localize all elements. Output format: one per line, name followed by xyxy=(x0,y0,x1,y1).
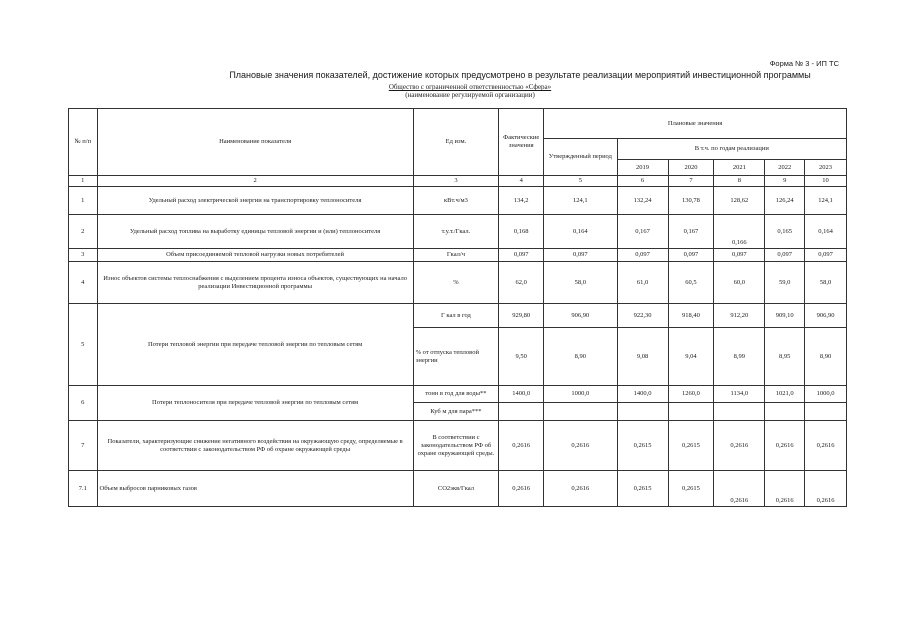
value-cell: 0,2616 xyxy=(714,471,765,507)
value-cell: 0,2616 xyxy=(544,471,617,507)
value-cell: 0,097 xyxy=(765,249,805,262)
table-row xyxy=(69,386,847,403)
value-cell: 909,10 xyxy=(765,304,805,328)
header-year: 2020 xyxy=(668,160,714,176)
value-cell xyxy=(617,403,668,421)
value-cell xyxy=(714,403,765,421)
indicator-name: Потери теплоносителя при передаче тепловой энергии по тепловым сетям xyxy=(97,386,413,421)
table-row xyxy=(69,215,847,249)
indicator-name: Удельный расход топлива на выработку единицы тепловой энергии и (или) теплоносителя xyxy=(97,215,413,249)
unit-cell: Гкал/ч xyxy=(413,249,499,262)
form-number: Форма № 3 - ИП ТС xyxy=(769,59,839,68)
value-cell: 0,2616 xyxy=(499,421,544,471)
value-cell: 128,62 xyxy=(714,187,765,215)
value-cell: 912,20 xyxy=(714,304,765,328)
value-cell: 0,2615 xyxy=(668,421,714,471)
value-cell: 0,097 xyxy=(805,249,847,262)
value-cell: 0,2616 xyxy=(499,471,544,507)
value-cell: 0,2616 xyxy=(805,421,847,471)
value-cell: 0,168 xyxy=(499,215,544,249)
table-row xyxy=(69,304,847,328)
value-cell: 929,80 xyxy=(499,304,544,328)
header-num: № п/п xyxy=(69,109,98,176)
value-cell: 0,167 xyxy=(617,215,668,249)
row-number: 4 xyxy=(69,262,98,304)
value-cell: 0,2616 xyxy=(765,471,805,507)
value-cell: 61,0 xyxy=(617,262,668,304)
value-cell: 0,2615 xyxy=(668,471,714,507)
unit-cell: т.у.т./Гкал. xyxy=(413,215,499,249)
value-cell: 126,24 xyxy=(765,187,805,215)
indicator-name: Показатели, характеризующие снижение негативного воздействия на окружающую среду, определяемые в соответствии с законодательством РФ об охране окружающей среды xyxy=(97,421,413,471)
unit-cell: % xyxy=(413,262,499,304)
header-actual: Фактические значения xyxy=(499,109,544,176)
value-cell: 0,164 xyxy=(544,215,617,249)
indicator-name: Износ объектов системы теплоснабжения с выделением процента износа объектов, существующих на начало реализации Инвестиционной программы xyxy=(97,262,413,304)
indicators-table xyxy=(68,108,847,507)
row-number: 2 xyxy=(69,215,98,249)
value-cell: 1400,0 xyxy=(617,386,668,403)
table-row xyxy=(69,421,847,471)
value-cell: 0,097 xyxy=(499,249,544,262)
value-cell: 906,90 xyxy=(544,304,617,328)
organization-caption: (наименование регулируемой организации) xyxy=(405,91,535,99)
column-numbers-row xyxy=(69,176,847,187)
value-cell xyxy=(765,403,805,421)
value-cell: 60,5 xyxy=(668,262,714,304)
header-year: 2023 xyxy=(805,160,847,176)
value-cell xyxy=(805,403,847,421)
value-cell: 0,167 xyxy=(668,215,714,249)
value-cell: 9,04 xyxy=(668,328,714,386)
unit-cell: В соответствии с законодательством РФ об охране окружающей среды. xyxy=(413,421,499,471)
row-number: 7 xyxy=(69,421,98,471)
organization-name: Общество с ограниченной ответственностью «Сфера» xyxy=(388,83,552,91)
value-cell: 0,165 xyxy=(765,215,805,249)
value-cell: 9,08 xyxy=(617,328,668,386)
column-number: 7 xyxy=(668,176,714,187)
value-cell: 0,2615 xyxy=(617,421,668,471)
indicator-name: Объем выбросов парниковых газов xyxy=(97,471,413,507)
value-cell: 62,0 xyxy=(499,262,544,304)
header-by-years: В т.ч. по годам реализации xyxy=(617,139,846,160)
unit-cell: Куб м для пара*** xyxy=(413,403,499,421)
table-row xyxy=(69,187,847,215)
header-name: Наименование показателя xyxy=(97,109,413,176)
column-number: 3 xyxy=(413,176,499,187)
column-number: 8 xyxy=(714,176,765,187)
value-cell: 124,1 xyxy=(544,187,617,215)
value-cell: 0,166 xyxy=(714,215,765,249)
value-cell: 1000,0 xyxy=(544,386,617,403)
unit-cell: % от отпуска тепловой энергии xyxy=(413,328,499,386)
table-row xyxy=(69,262,847,304)
value-cell: 1021,0 xyxy=(765,386,805,403)
column-number: 9 xyxy=(765,176,805,187)
value-cell: 8,95 xyxy=(765,328,805,386)
value-cell: 1400,0 xyxy=(499,386,544,403)
indicator-name: Потери тепловой энергии при передаче тепловой энергии по тепловым сетям xyxy=(97,304,413,386)
unit-cell: СО2экв/Гкал xyxy=(413,471,499,507)
row-number: 3 xyxy=(69,249,98,262)
header-year: 2021 xyxy=(714,160,765,176)
value-cell xyxy=(544,403,617,421)
value-cell: 60,0 xyxy=(714,262,765,304)
column-number: 5 xyxy=(544,176,617,187)
indicator-name: Объем присоединяемой тепловой нагрузки новых потребителей xyxy=(97,249,413,262)
value-cell: 0,2616 xyxy=(714,421,765,471)
header-year: 2022 xyxy=(765,160,805,176)
table-row xyxy=(69,471,847,507)
value-cell: 1000,0 xyxy=(805,386,847,403)
unit-cell: кВт.ч/м3 xyxy=(413,187,499,215)
row-number: 7.1 xyxy=(69,471,98,507)
value-cell: 0,097 xyxy=(617,249,668,262)
value-cell: 8,90 xyxy=(805,328,847,386)
organization-block xyxy=(300,83,640,99)
indicator-name: Удельный расход электрической энергии на транспортировку теплоносителя xyxy=(97,187,413,215)
value-cell: 0,2616 xyxy=(805,471,847,507)
value-cell: 124,1 xyxy=(805,187,847,215)
value-cell: 918,40 xyxy=(668,304,714,328)
value-cell: 906,90 xyxy=(805,304,847,328)
value-cell: 0,2616 xyxy=(765,421,805,471)
value-cell: 0,097 xyxy=(714,249,765,262)
value-cell: 59,0 xyxy=(765,262,805,304)
value-cell: 0,097 xyxy=(668,249,714,262)
column-number: 4 xyxy=(499,176,544,187)
value-cell xyxy=(668,403,714,421)
value-cell: 1134,0 xyxy=(714,386,765,403)
header-year: 2019 xyxy=(617,160,668,176)
column-number: 2 xyxy=(97,176,413,187)
unit-cell: Г кал в год xyxy=(413,304,499,328)
row-number: 6 xyxy=(69,386,98,421)
value-cell: 0,2615 xyxy=(617,471,668,507)
value-cell: 9,50 xyxy=(499,328,544,386)
column-number: 10 xyxy=(805,176,847,187)
column-number: 6 xyxy=(617,176,668,187)
value-cell: 130,78 xyxy=(668,187,714,215)
row-number: 1 xyxy=(69,187,98,215)
column-number: 1 xyxy=(69,176,98,187)
value-cell: 8,90 xyxy=(544,328,617,386)
value-cell: 0,164 xyxy=(805,215,847,249)
value-cell: 1260,0 xyxy=(668,386,714,403)
value-cell: 134,2 xyxy=(499,187,544,215)
header-approved: Утвержденный период xyxy=(544,139,617,176)
value-cell: 58,0 xyxy=(544,262,617,304)
value-cell: 8,99 xyxy=(714,328,765,386)
value-cell: 0,2616 xyxy=(544,421,617,471)
value-cell: 922,30 xyxy=(617,304,668,328)
unit-cell: тонн в год для воды** xyxy=(413,386,499,403)
value-cell: 0,097 xyxy=(544,249,617,262)
row-number: 5 xyxy=(69,304,98,386)
page-title: Плановые значения показателей, достижение которых предусмотрено в результате реализации мероприятий инвестиционной программы xyxy=(229,70,811,80)
table-row xyxy=(69,249,847,262)
value-cell: 132,24 xyxy=(617,187,668,215)
header-planned: Плановые значения xyxy=(544,109,847,139)
value-cell xyxy=(499,403,544,421)
value-cell: 58,0 xyxy=(805,262,847,304)
header-unit: Ед изм. xyxy=(413,109,499,176)
